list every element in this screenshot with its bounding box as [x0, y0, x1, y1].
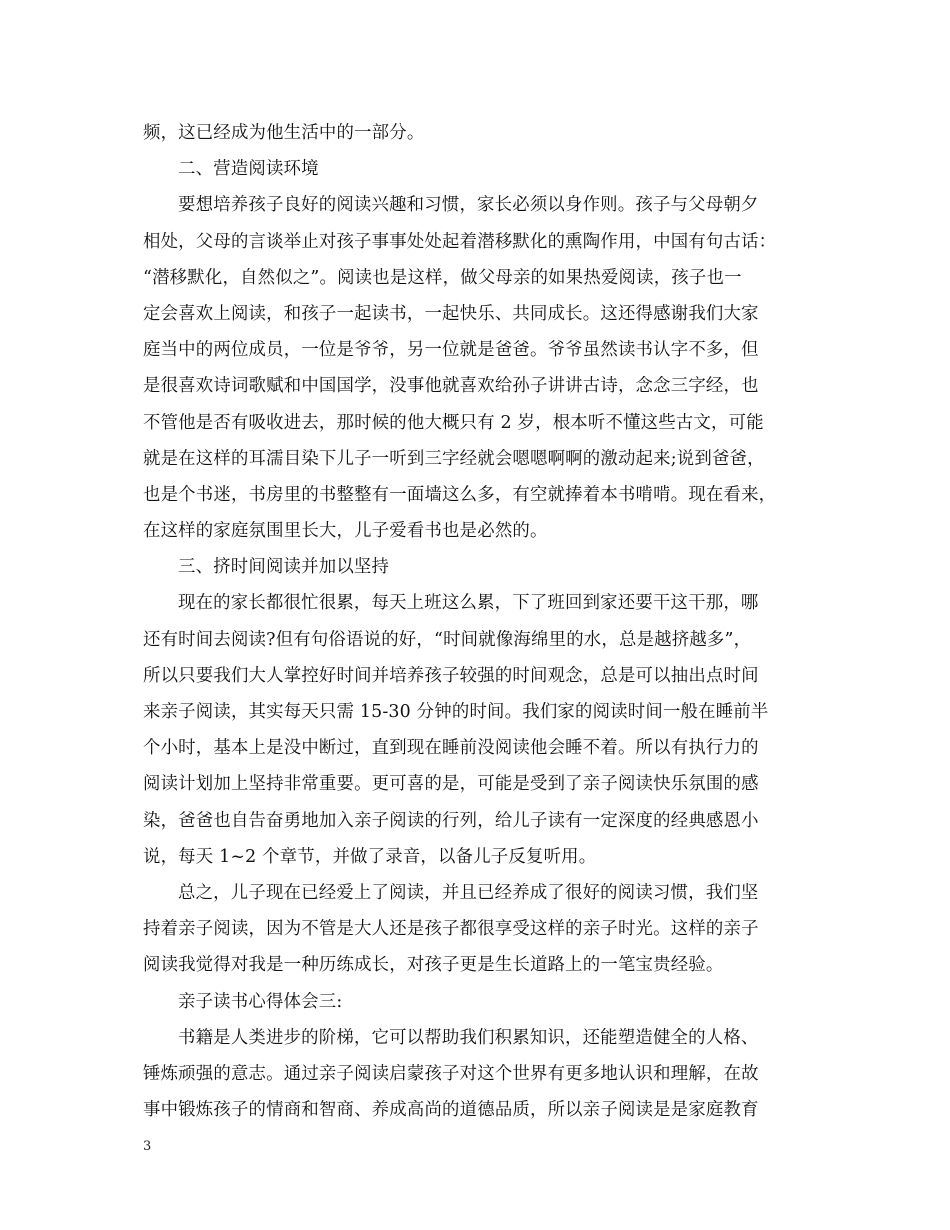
text-line: 染，爸爸也自告奋勇地加入亲子阅读的行列，给儿子读有一定深度的经典感恩小 [143, 810, 759, 831]
text-line: 就是在这样的耳濡目染下儿子一听到三字经就会嗯嗯啊啊的激动起来;说到爸爸， [143, 448, 765, 469]
section-heading-reading-environment: 二、营造阅读环境 [178, 159, 319, 180]
section-heading-persist: 三、挤时间阅读并加以坚持 [178, 557, 390, 578]
text-line: 来亲子阅读，其实每天只需 15-30 分钟的时间。我们家的阅读时间一般在睡前半 [143, 702, 769, 722]
text-line: 个小时，基本上是没中断过，直到现在睡前没阅读他会睡不着。所以有执行力的 [143, 738, 759, 759]
text-line: 频，这已经成为他生活中的一部分。 [143, 123, 425, 143]
body-text [143, 115, 826, 1128]
text-line: 所以只要我们大人掌控好时间并培养孩子较强的时间观念，总是可以抽出点时间 [143, 665, 759, 686]
text-line: 在这样的家庭氛围里长大，儿子爱看书也是必然的。 [143, 521, 548, 542]
text-line: 相处，父母的言谈举止对孩子事事处处起着潜移默化的熏陶作用，中国有句古话： [143, 231, 777, 252]
text-line: 事中锻炼孩子的情商和智商、养成高尚的道德品质，所以亲子阅读是是家庭教育 [143, 1100, 759, 1121]
text-line: 现在的家长都很忙很累，每天上班这么累，下了班回到家还要干这干那，哪 [178, 593, 759, 614]
text-line: 不管他是否有吸收进去，那时候的他大概只有 2 岁，根本听不懂这些古文，可能 [143, 412, 764, 433]
text-line: 阅读我觉得对我是一种历练成长，对孩子更是生长道路上的一笔宝贵经验。 [143, 955, 724, 976]
text-line: 是很喜欢诗词歌赋和中国国学，没事他就喜欢给孙子讲讲古诗，念念三字经，也 [143, 376, 759, 397]
text-line: 说，每天 1~2 个章节，并做了录音，以备儿子反复听用。 [143, 846, 597, 867]
text-line: 书籍是人类进步的阶梯，它可以帮助我们积累知识，还能塑造健全的人格、 [178, 1027, 759, 1048]
text-line: 持着亲子阅读，因为不管是大人还是孩子都很享受这样的亲子时光。这样的亲子 [143, 919, 759, 940]
text-line: “潜移默化，自然似之”。阅读也是这样，做父母亲的如果热爱阅读，孩子也一 [143, 267, 742, 288]
text-line: 也是个书迷，书房里的书整整有一面墙这么多，有空就捧着本书啃啃。现在看来， [143, 484, 777, 505]
page-number: 3 [143, 1139, 152, 1154]
text-line: 庭当中的两位成员，一位是爷爷，另一位就是爸爸。爷爷虽然读书认字不多，但 [143, 340, 759, 361]
text-line: 锤炼顽强的意志。通过亲子阅读启蒙孩子对这个世界有更多地认识和理解，在故 [143, 1063, 759, 1084]
text-line: 总之，儿子现在已经爱上了阅读，并且已经养成了很好的阅读习惯，我们坚 [178, 882, 759, 903]
section-heading-reflection-three: 亲子读书心得体会三: [178, 991, 343, 1012]
text-line: 要想培养孩子良好的阅读兴趣和习惯，家长必须以身作则。孩子与父母朝夕 [178, 195, 759, 216]
text-line: 阅读计划加上坚持非常重要。更可喜的是，可能是受到了亲子阅读快乐氛围的感 [143, 774, 759, 795]
text-line: 定会喜欢上阅读，和孩子一起读书，一起快乐、共同成长。这还得感谢我们大家 [143, 303, 759, 324]
text-line: 还有时间去阅读?但有句俗语说的好，“时间就像海绵里的水，总是越挤越多”， [143, 629, 752, 650]
